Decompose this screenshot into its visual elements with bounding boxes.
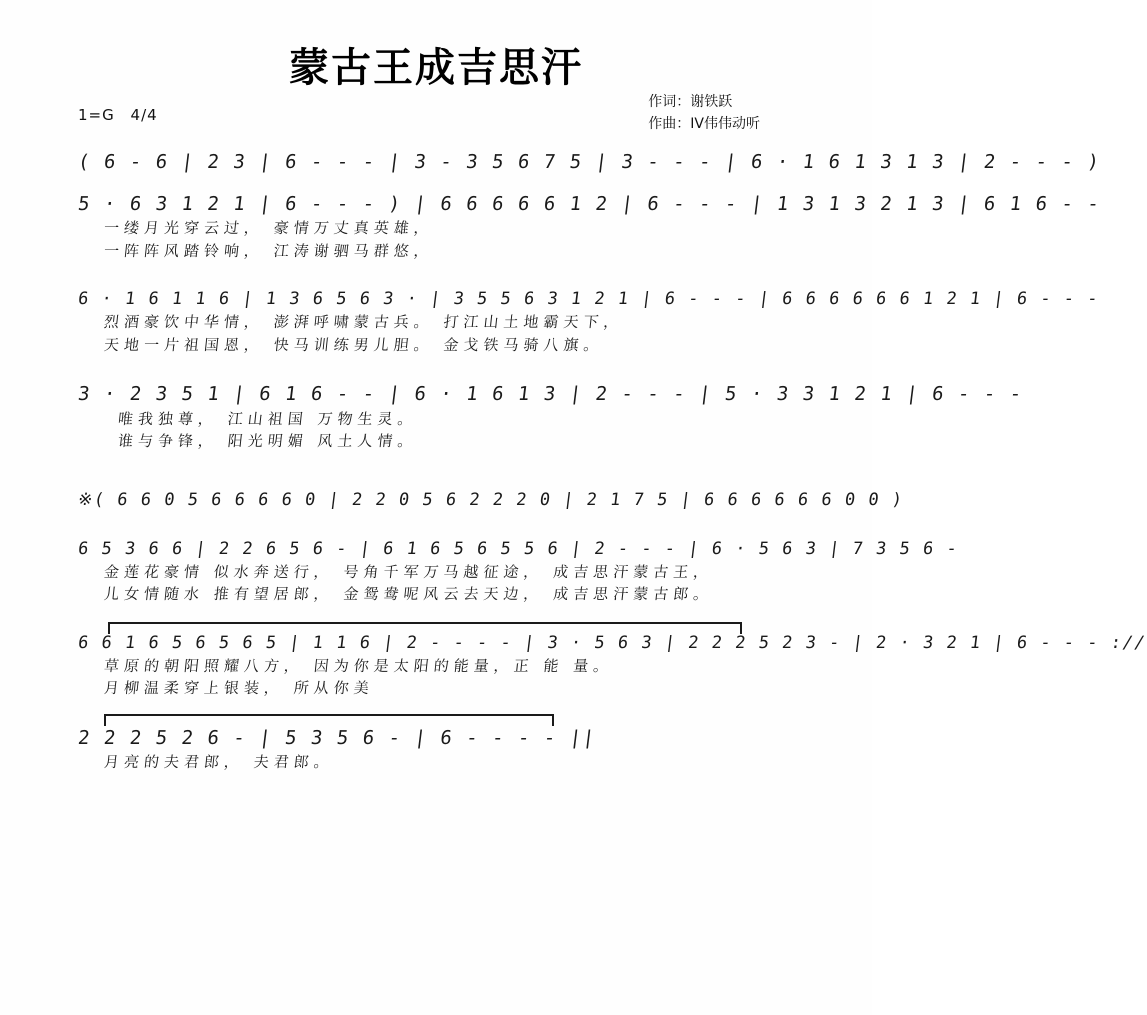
music-system (0, 632, 1147, 700)
lyricist-credit: 作词：谢铁跃 (648, 94, 733, 110)
music-system (0, 489, 905, 512)
music-system (0, 726, 872, 774)
notation-line: ※( 6 6 0 5 6 6 6 6 0 | 2 2 0 5 6 2 2 2 0 | 2 1 7 5 | 6 6 6 6 6 6 0 0 ) (76, 489, 905, 510)
music-system (0, 382, 1024, 453)
lyric-line: 儿女情随水 推有望居郎， 金鸳鸯呢风云去天边， 成吉思汗蒙古郎。 (103, 585, 715, 604)
notation-line: 6 5 3 6 6 | 2 2 6 5 6 - | 6 1 6 5 6 5 5 6 | 2 - - - | 6 · 5 6 3 | 7 3 5 6 - (76, 538, 960, 559)
lyric-line: 一缕月光穿云过， 豪情万丈真英雄， (103, 219, 435, 238)
music-system (0, 150, 1102, 176)
notation-line: 3 · 2 3 5 1 | 6 1 6 - - | 6 · 1 6 1 3 | 2 - - - | 5 · 3 3 1 2 1 | 6 - - - (76, 383, 1024, 406)
page-title: 蒙古王成吉思汗 (289, 45, 583, 91)
second-ending-bracket (104, 714, 554, 726)
music-system (0, 192, 1102, 263)
lyric-line: 草原的朝阳照耀八方， 因为你是太阳的能量，正 能 量。 (103, 656, 615, 675)
notation-line: 6 6 1 6 5 6 5 6 5 | 1 1 6 | 2 - - - - | 3 · 5 6 3 | 2 2 2 5 2 3 - | 2 · 3 2 1 | 6 - - - :// (76, 632, 1147, 653)
lyric-line: 唯我独尊， 江山祖国 万物生灵。 (117, 409, 419, 428)
notation-line: ( 6 - 6 | 2 3 | 6 - - - | 3 - 3 5 6 7 5 | 3 - - - | 6 · 1 6 1 3 1 3 | 2 - - - ) (76, 151, 1102, 173)
lyric-line: 月亮的夫君郎， 夫君郎。 (103, 753, 335, 772)
lyric-line: 一阵阵风踏铃响， 江涛谢驷马群悠， (103, 241, 435, 260)
music-system (0, 288, 1101, 356)
music-system (0, 538, 960, 606)
key-signature-block (78, 106, 158, 124)
key-signature: 1=G (78, 106, 115, 124)
lyric-line: 天地一片祖国恩， 快马训练男儿胆。 金戈铁马骑八旗。 (103, 335, 605, 354)
composer-credit: 作曲：IV伟伟动听 (648, 115, 760, 132)
lyric-line: 烈酒豪饮中华情， 澎湃呼啸蒙古兵。 打江山土地霸天下， (103, 313, 625, 332)
time-signature: 4/4 (130, 106, 158, 124)
music-staves (0, 150, 1147, 780)
credits-block (648, 92, 760, 135)
notation-line: 6 · 1 6 1 1 6 | 1 3 6 5 6 3 · | 3 5 5 6 3 1 2 1 | 6 - - - | 6 6 6 6 6 6 1 2 1 | 6 - - - (76, 289, 1101, 310)
notation-line: 5 · 6 3 1 2 1 | 6 - - - ) | 6 6 6 6 6 1 2 | 6 - - - | 1 3 1 3 2 1 3 | 6 1 6 - - (76, 192, 1102, 215)
notation-line: 2 2 2 5 2 6 - | 5 3 5 6 - | 6 - - - - || (76, 726, 598, 749)
lyric-line: 谁与争锋， 阳光明媚 风土人情。 (117, 432, 419, 451)
lyric-line: 月柳温柔穿上银装， 所从你美 (103, 679, 375, 698)
lyric-line: 金莲花豪情 似水奔送行， 号角千军万马越征途， 成吉思汗蒙古王， (103, 562, 715, 581)
